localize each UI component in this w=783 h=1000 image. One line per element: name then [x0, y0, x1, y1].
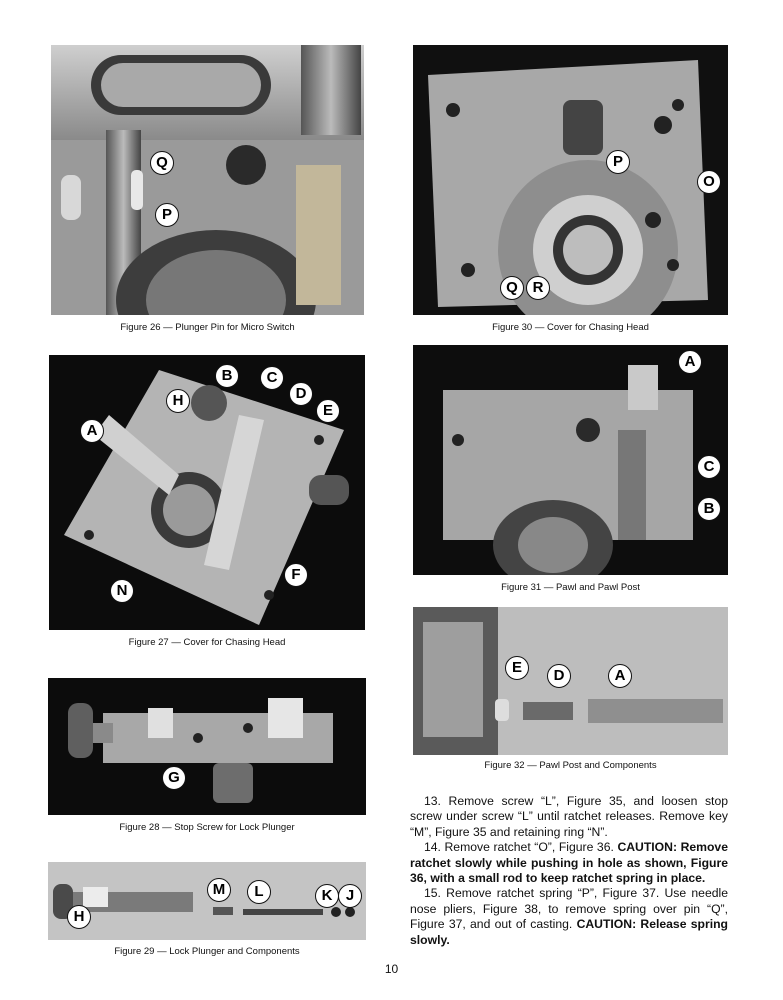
figure-30-photo: [413, 45, 728, 315]
figure-30-caption: Figure 30 — Cover for Chasing Head: [492, 322, 649, 333]
figure-27-label-n: N: [110, 579, 134, 603]
figure-29-label-k: K: [315, 884, 339, 908]
figure-31-caption: Figure 31 — Pawl and Pawl Post: [501, 582, 640, 593]
figure-29-label-h: H: [67, 905, 91, 929]
figure-29-label-m: M: [207, 878, 231, 902]
figure-30-label-q: Q: [500, 276, 524, 300]
figure-31-label-c: C: [697, 455, 721, 479]
figure-27-label-h: H: [166, 389, 190, 413]
figure-27-label-d: D: [289, 382, 313, 406]
figure-28-label-g: G: [162, 766, 186, 790]
figure-31-label-b: B: [697, 497, 721, 521]
figure-27-caption: Figure 27 — Cover for Chasing Head: [128, 637, 286, 648]
figure-27-label-e: E: [316, 399, 340, 423]
step-14-caution: CAUTION: Remove ratchet slowly while pushing in hole as shown, Figure 36, with a small rod to keep ratchet spring in place.: [410, 840, 728, 886]
figure-32-photo: [413, 607, 728, 755]
figure-28-photo: [48, 678, 366, 815]
figure-27-label-f: F: [284, 563, 308, 587]
figure-31-photo: [413, 345, 728, 575]
figure-32-label-e: E: [505, 656, 529, 680]
figure-26-label-p: P: [155, 203, 179, 227]
figure-28-caption: Figure 28 — Stop Screw for Lock Plunger: [119, 822, 295, 833]
figure-29-label-j: J: [338, 884, 362, 908]
step-13: [410, 794, 728, 840]
page-number: 10: [384, 962, 399, 976]
figure-29-caption: Figure 29 — Lock Plunger and Components: [114, 946, 300, 957]
figure-26-caption: Figure 26 — Plunger Pin for Micro Switch: [120, 322, 295, 333]
figure-26-photo: [51, 45, 364, 315]
step-14: [410, 840, 728, 886]
figure-31-label-a: A: [678, 350, 702, 374]
figure-32-label-d: D: [547, 664, 571, 688]
figure-30-label-o: O: [697, 170, 721, 194]
figure-29-label-l: L: [247, 880, 271, 904]
figure-30-label-r: R: [526, 276, 550, 300]
figure-32-label-a: A: [608, 664, 632, 688]
step-15: [410, 886, 728, 948]
step-14-text: 14. Remove ratchet “O”, Figure 36.: [424, 840, 614, 855]
figure-27-label-a: A: [80, 419, 104, 443]
figure-26-label-q: Q: [150, 151, 174, 175]
step-15-caution: CAUTION: Release spring slowly.: [410, 917, 728, 947]
figure-30-label-p: P: [606, 150, 630, 174]
instructions-text: [410, 794, 728, 948]
figure-27-label-b: B: [215, 364, 239, 388]
step-15-text: 15. Remove ratchet spring “P”, Figure 37. Use needle nose pliers, Figure 38, to remove spring over pin “Q”, Figure 37, and out of casting.: [410, 886, 728, 932]
figure-27-label-c: C: [260, 366, 284, 390]
figure-27-photo: [49, 355, 365, 630]
step-13-text: 13. Remove screw “L”, Figure 35, and loosen stop screw under screw “L” until ratchet releases. Remove key “M”, Figure 35 and retaining ring “N”.: [410, 794, 728, 839]
figure-32-caption: Figure 32 — Pawl Post and Components: [484, 760, 657, 771]
